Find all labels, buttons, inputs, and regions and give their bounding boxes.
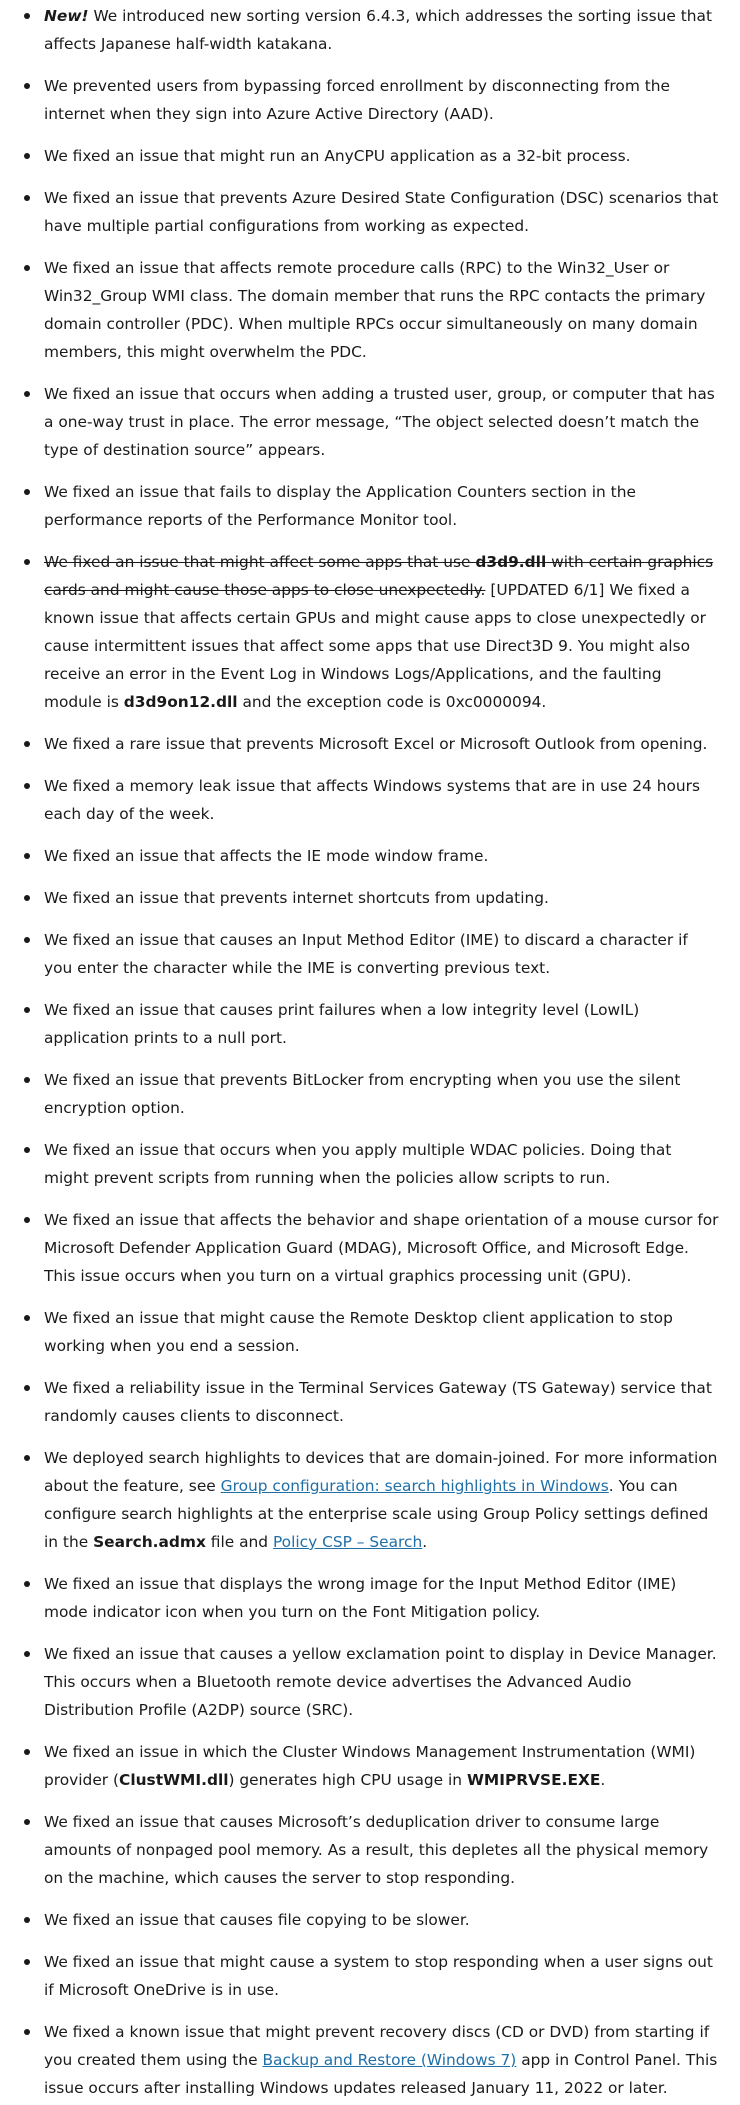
note-text: New! bbox=[44, 7, 89, 25]
note-text: app in Control Panel. This issue occurs after installing Windows updates released January 11, 2022 or later. bbox=[44, 2051, 718, 2097]
release-note-item bbox=[14, 142, 720, 170]
note-link[interactable]: Backup and Restore (Windows 7) bbox=[262, 2051, 517, 2069]
note-text: We fixed an issue that fails to display the Application Counters section in the performance reports of the Performance Monitor tool. bbox=[44, 483, 636, 529]
release-note-item bbox=[14, 72, 720, 128]
note-text: d3d9.dll bbox=[475, 553, 547, 571]
release-note-item bbox=[14, 1570, 720, 1626]
note-text: We fixed an issue that causes an Input Method Editor (IME) to discard a character if you enter the character while the IME is converting previous text. bbox=[44, 931, 688, 977]
note-text: d3d9on12.dll bbox=[123, 693, 238, 711]
release-note-item bbox=[14, 478, 720, 534]
note-text: . bbox=[422, 1533, 428, 1551]
release-note-item bbox=[14, 1374, 720, 1430]
release-note-item bbox=[14, 254, 720, 366]
note-text: We fixed an issue that might cause the Remote Desktop client application to stop working when you end a session. bbox=[44, 1309, 673, 1355]
release-note-item bbox=[14, 926, 720, 982]
release-note-item bbox=[14, 1206, 720, 1290]
note-text: ClustWMI.dll bbox=[119, 1771, 229, 1789]
note-text: and the exception code is 0xc0000094. bbox=[237, 693, 547, 711]
note-text: We fixed an issue that prevents Azure Desired State Configuration (DSC) scenarios that have multiple partial configurations from working as expected. bbox=[44, 189, 719, 235]
note-text: We fixed a reliability issue in the Terminal Services Gateway (TS Gateway) service that randomly causes clients to disconnect. bbox=[44, 1379, 712, 1425]
note-text: We fixed a memory leak issue that affects Windows systems that are in use 24 hours each day of the week. bbox=[44, 777, 701, 823]
note-text: We fixed an issue that prevents internet shortcuts from updating. bbox=[44, 889, 549, 907]
note-text: We fixed a known issue that might prevent recovery discs (CD or DVD) from starting if you created them using the bbox=[44, 2023, 710, 2069]
note-text: We fixed an issue that causes Microsoft’s deduplication driver to consume large amounts of nonpaged pool memory. As a result, this depletes all the physical memory on the machine, which causes the server to stop responding. bbox=[44, 1813, 709, 1887]
release-note-item bbox=[14, 184, 720, 240]
note-link[interactable]: Group configuration: search highlights in Windows bbox=[220, 1477, 609, 1495]
note-text: We fixed an issue in which the Cluster Windows Management Instrumentation (WMI) provider ( bbox=[44, 1743, 696, 1789]
note-text: WMIPRVSE.EXE bbox=[466, 1771, 601, 1789]
note-text: We fixed an issue that might run an AnyCPU application as a 32-bit process. bbox=[44, 147, 631, 165]
note-text: . You can configure search highlights at the enterprise scale using Group Policy settings defined in the bbox=[44, 1477, 709, 1551]
note-text: [UPDATED 6/1] We fixed a known issue that affects certain GPUs and might cause apps to close unexpectedly or cause intermittent issues that affect some apps that use Direct3D 9. You might also receive an error in the Event Log in Windows Logs/Applications, and the faulting module is bbox=[44, 581, 706, 711]
release-note-item bbox=[14, 1066, 720, 1122]
release-note-item bbox=[14, 884, 720, 912]
release-note-item bbox=[14, 842, 720, 870]
note-text: We fixed an issue that displays the wrong image for the Input Method Editor (IME) mode indicator icon when you turn on the Font Mitigation policy. bbox=[44, 1575, 677, 1621]
note-text: with certain graphics cards and might cause those apps to close unexpectedly. bbox=[44, 553, 714, 599]
release-note-item bbox=[14, 2018, 720, 2102]
release-note-item bbox=[14, 1444, 720, 1556]
release-note-item bbox=[14, 1948, 720, 2004]
note-text: We fixed an issue that occurs when you apply multiple WDAC policies. Doing that might prevent scripts from running when the policies allow scripts to run. bbox=[44, 1141, 672, 1187]
note-text: Search.admx bbox=[93, 1533, 206, 1551]
release-note-item bbox=[14, 772, 720, 828]
note-text: We fixed an issue that might cause a system to stop responding when a user signs out if Microsoft OneDrive is in use. bbox=[44, 1953, 713, 1999]
note-text: We fixed an issue that causes file copying to be slower. bbox=[44, 1911, 470, 1929]
release-notes-list bbox=[14, 2, 720, 2102]
note-text: . bbox=[600, 1771, 606, 1789]
note-text: We fixed a rare issue that prevents Microsoft Excel or Microsoft Outlook from opening. bbox=[44, 735, 708, 753]
release-note-item bbox=[14, 380, 720, 464]
release-note-item bbox=[14, 1808, 720, 1892]
note-text: file and bbox=[205, 1533, 273, 1551]
release-note-item bbox=[14, 1136, 720, 1192]
release-note-item bbox=[14, 2, 720, 58]
note-text: We fixed an issue that affects the behavior and shape orientation of a mouse cursor for Microsoft Defender Application Guard (MDAG), Microsoft Office, and Microsoft Edge. This issue occurs when you turn on a virtual graphics processing unit (GPU). bbox=[44, 1211, 719, 1285]
note-text: We fixed an issue that causes print failures when a low integrity level (LowIL) application prints to a null port. bbox=[44, 1001, 640, 1047]
release-note-item bbox=[14, 548, 720, 716]
note-text: ) generates high CPU usage in bbox=[228, 1771, 467, 1789]
release-note-item bbox=[14, 730, 720, 758]
note-text: We prevented users from bypassing forced enrollment by disconnecting from the internet when they sign into Azure Active Directory (AAD). bbox=[44, 77, 670, 123]
note-text: We introduced new sorting version 6.4.3, which addresses the sorting issue that affects Japanese half-width katakana. bbox=[44, 7, 713, 53]
release-note-item bbox=[14, 1304, 720, 1360]
release-note-item bbox=[14, 1906, 720, 1934]
release-note-item bbox=[14, 996, 720, 1052]
note-link[interactable]: Policy CSP – Search bbox=[272, 1533, 423, 1551]
note-text: We fixed an issue that causes a yellow exclamation point to display in Device Manager. This occurs when a Bluetooth remote device advertises the Advanced Audio Distribution Profile (A2DP) source (SRC). bbox=[44, 1645, 717, 1719]
note-text: We deployed search highlights to devices that are domain-joined. For more information about the feature, see bbox=[44, 1449, 718, 1495]
note-text: We fixed an issue that affects the IE mode window frame. bbox=[44, 847, 489, 865]
note-text: We fixed an issue that occurs when adding a trusted user, group, or computer that has a one-way trust in place. The error message, “The object selected doesn’t match the type of destination source” appears. bbox=[44, 385, 715, 459]
note-text: We fixed an issue that prevents BitLocker from encrypting when you use the silent encryption option. bbox=[44, 1071, 681, 1117]
release-note-item bbox=[14, 1640, 720, 1724]
note-text: We fixed an issue that affects remote procedure calls (RPC) to the Win32_User or Win32_Group WMI class. The domain member that runs the RPC contacts the primary domain controller (PDC). When multiple RPCs occur simultaneously on many domain members, this might overwhelm the PDC. bbox=[44, 259, 706, 361]
note-text: We fixed an issue that might affect some apps that use bbox=[44, 553, 476, 571]
release-note-item bbox=[14, 1738, 720, 1794]
